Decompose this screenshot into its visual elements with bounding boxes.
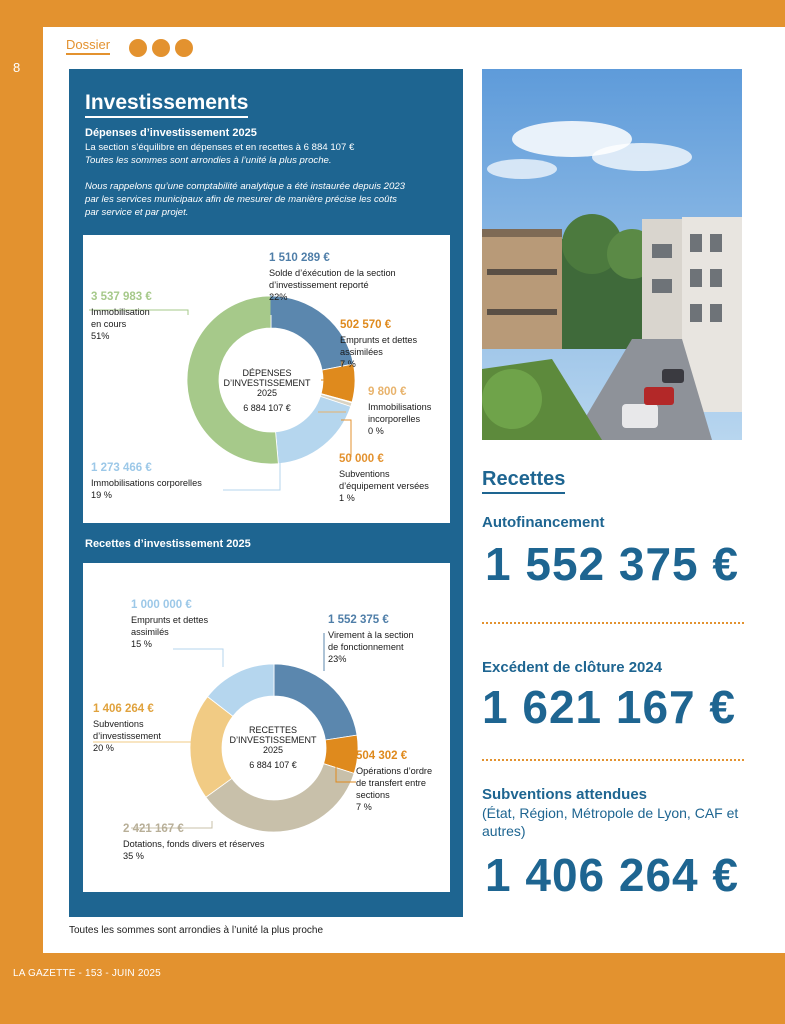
slice-label-virement: 1 552 375 € Virement à la section de fonctionnement 23% xyxy=(328,614,414,664)
dot-ornament xyxy=(175,39,193,57)
panel-title: Investissements xyxy=(85,91,248,118)
footer-issue: LA GAZETTE - 153 - JUIN 2025 xyxy=(13,968,161,979)
note-line: par service et par projet. xyxy=(85,207,189,218)
slice-label-incorporelles: 9 800 € Immobilisations incorporelles 0 % xyxy=(368,386,432,436)
slice-label-emprunts: 502 570 € Emprunts et dettes assimilées 7 % xyxy=(340,319,418,369)
depenses-title: Dépenses d’investissement 2025 xyxy=(85,127,257,139)
depenses-chart-box xyxy=(83,235,450,523)
slice-label-dotations: 2 421 167 € Dotations, fonds divers et réserves 35 % xyxy=(123,823,265,861)
slice-label-emprunts-rec: 1 000 000 € Emprunts et dettes assimilés 15 % xyxy=(131,599,209,649)
slice-label-solde: 1 510 289 € Solde d’éxécution de la section d’investissement reporté 22% xyxy=(269,252,396,302)
dot-ornament xyxy=(152,39,170,57)
investment-panel xyxy=(69,69,463,917)
slice-label-encours: 3 537 983 € Immobilisation en cours 51% xyxy=(91,291,152,341)
slice-label-subventions: 50 000 € Subventions d’équipement versées 1 % xyxy=(339,453,429,503)
recettes-chart-box xyxy=(83,563,450,892)
slice-label-corporelles: 1 273 466 € Immobilisations corporelles 19 % xyxy=(91,462,202,500)
balance-line: La section s’équilibre en dépenses et en recettes à 6 884 107 € xyxy=(85,142,355,153)
dotted-separator xyxy=(482,759,744,761)
recettes-heading: Recettes xyxy=(482,468,565,494)
subventions-label: Subventions attendues xyxy=(482,786,648,803)
slice-label-subventions-inv: 1 406 264 € Subventions d’investissement 20 % xyxy=(93,703,161,753)
subventions-value: 1 406 264 € xyxy=(485,849,740,901)
section-label: Dossier xyxy=(66,37,110,55)
recettes-chart-title: Recettes d’investissement 2025 xyxy=(85,538,251,550)
donut-center-label: RECETTES D’INVESTISSEMENT 2025 6 884 107 € xyxy=(229,725,317,770)
subventions-note: (État, Région, Métropole de Lyon, CAF et autres) xyxy=(482,805,739,839)
dotted-separator xyxy=(482,622,744,624)
excedent-label: Excédent de clôture 2024 xyxy=(482,659,663,676)
autofinancement-label: Autofinancement xyxy=(482,514,605,531)
autofinancement-value: 1 552 375 € xyxy=(485,538,740,590)
leader-line xyxy=(341,420,351,457)
dot-ornament xyxy=(129,39,147,57)
note-line: Nous rappelons qu’une comptabilité analytique a été instaurée depuis 2023 xyxy=(85,181,406,192)
leader-line xyxy=(173,649,223,667)
excedent-value: 1 621 167 € xyxy=(482,681,737,733)
rounding-line: Toutes les sommes sont arrondies à l’unité la plus proche. xyxy=(85,155,332,166)
page-number: 8 xyxy=(13,60,21,75)
donut-center-label: DÉPENSES D’INVESTISSEMENT 2025 6 884 107 € xyxy=(223,368,311,413)
slice-label-operations: 504 302 € Opérations d’ordre de transfert entre sections 7 % xyxy=(356,750,433,812)
rounding-footnote: Toutes les sommes sont arrondies à l’unité la plus proche xyxy=(69,925,324,936)
note-line: par les services municipaux afin de mesurer de manière précise les coûts xyxy=(85,194,397,205)
street-photo xyxy=(482,69,742,440)
